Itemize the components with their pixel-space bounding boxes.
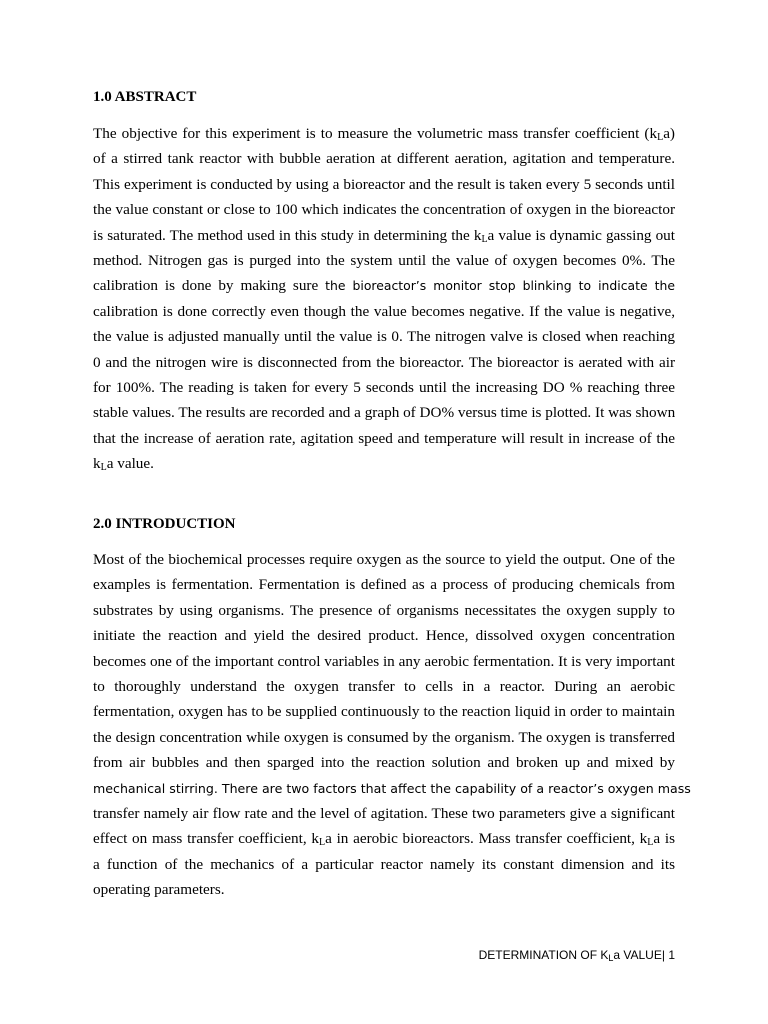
paragraph-line: is saturated. The method used in this study in determining the $k_La$ value is dynamic gassing out — [93, 226, 675, 245]
paragraph-line: The objective for this experiment is to measure the volumetric mass transfer coefficient $(k_La)$ — [93, 125, 675, 143]
paragraph-line: to thoroughly understand the oxygen transfer to cells in a reactor. During an aerobic — [93, 677, 675, 695]
paragraph-line: of a stirred tank reactor with bubble aeration at different aeration, agitation and temperature. — [93, 150, 675, 168]
paragraph-line: a function of the mechanics of a particular reactor namely its constant dimension and its — [93, 855, 675, 873]
page-footer — [479, 947, 675, 966]
paragraph-line: mechanical stirring. There are two factors that affect the capability of a reactor’s oxygen mass — [93, 780, 691, 796]
paragraph-line: 0 and the nitrogen wire is disconnected from the bioreactor. The bioreactor is aerated with air — [93, 353, 675, 371]
paragraph-line: calibration is done correctly even though the value becomes negative. If the value is negative, — [93, 302, 675, 320]
paragraph-line: for 100%. The reading is taken for every 5 seconds until the increasing DO % reaching three — [93, 378, 675, 396]
paragraph-line: $k_La$ value. — [93, 455, 154, 474]
paragraph-line: stable values. The results are recorded and a graph of DO% versus time is plotted. It was shown — [93, 404, 676, 422]
abstract-heading: 1.0 ABSTRACT — [93, 89, 197, 105]
introduction-heading: 2.0 INTRODUCTION — [93, 516, 236, 532]
paragraph-line: calibration is done by making sure the bioreactor’s monitor stop blinking to indicate the — [93, 277, 675, 295]
paragraph-line: This experiment is conducted by using a bioreactor and the result is taken every 5 seconds until — [93, 175, 675, 193]
abstract-paragraph — [93, 121, 675, 476]
paragraph-line: from air bubbles and then sparged into the reaction solution and broken up and mixed by — [93, 754, 675, 772]
paragraph-line: becomes one of the important control variables in any aerobic fermentation. It is very important — [93, 652, 675, 670]
paragraph-line: Most of the biochemical processes require oxygen as the source to yield the output. One of the — [93, 551, 675, 568]
footer-title: DETERMINATION OF $K_La$ VALUE — [478, 948, 662, 963]
paragraph-line: transfer namely air flow rate and the level of agitation. These two parameters give a significant — [93, 804, 675, 822]
paragraph-line: the value is adjusted manually until the value is 0. The nitrogen valve is closed when reaching — [93, 328, 675, 346]
paragraph-line: substrates by using organisms. The presence of organisms necessitates the oxygen supply to — [93, 601, 675, 619]
paragraph-line: the design concentration while oxygen is consumed by the organism. The oxygen is transferred — [93, 728, 675, 746]
footer-separator: | — [661, 948, 665, 962]
paragraph-line: the value constant or close to 100 which indicates the concentration of oxygen in the bioreactor — [93, 201, 675, 219]
paragraph-line: initiate the reaction and yield the desired product. Hence, dissolved oxygen concentration — [93, 627, 675, 645]
paragraph-line: effect on mass transfer coefficient, $k_La$ in aerobic bioreactors. Mass transfer coefficient, $k_La$ is — [93, 830, 676, 849]
paragraph-line: that the increase of aeration rate, agitation speed and temperature will result in increase of the — [93, 429, 675, 447]
paragraph-line: method. Nitrogen gas is purged into the system until the value of oxygen becomes 0%. The — [93, 251, 675, 269]
paragraph-line: examples is fermentation. Fermentation is defined as a process of producing chemicals from — [93, 576, 675, 594]
introduction-paragraph — [93, 547, 691, 902]
paragraph-line: operating parameters. — [93, 881, 225, 899]
paragraph-line: fermentation, oxygen has to be supplied continuously to the reaction liquid in order to maintain — [93, 703, 675, 721]
page-number: 1 — [668, 948, 675, 962]
